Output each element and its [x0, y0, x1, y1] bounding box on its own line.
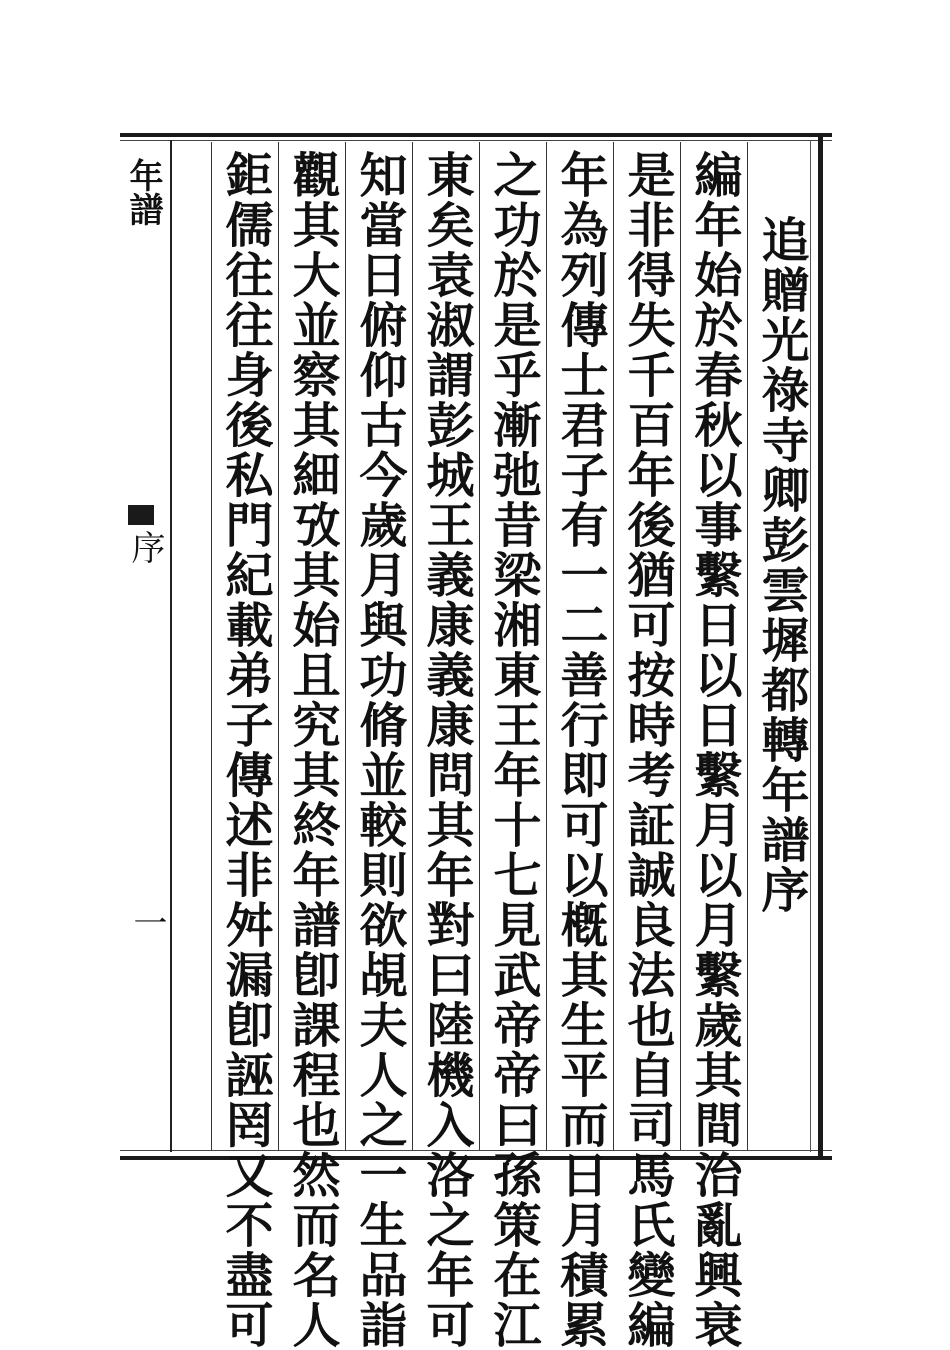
fish-tail-mark	[128, 505, 154, 525]
fold-page-number: 一	[127, 905, 167, 939]
text-column-3	[551, 150, 609, 1350]
frame-top-inner-rule	[120, 140, 832, 141]
column-divider	[345, 142, 346, 1150]
fold-margin	[118, 150, 168, 1145]
text-line: 東矣袁淑謂彭城王義康義康問其年對曰陸機入洛之年可	[418, 150, 474, 1350]
fold-rule	[170, 140, 172, 1152]
text-line: 年為列傳士君子有一二善行即可以槪其生平而日月積累	[552, 150, 608, 1350]
column-divider	[546, 142, 547, 1150]
column-divider	[680, 142, 681, 1150]
column-divider	[278, 142, 279, 1150]
frame-right-inner-rule	[810, 140, 811, 1152]
text-column-2	[618, 150, 676, 1350]
title-column	[752, 215, 810, 1210]
fold-book-title: 年譜	[123, 158, 163, 226]
column-divider	[613, 142, 614, 1150]
text-line: 知當日俯仰古今歲月與功脩並較則欲覘夫人之一生品詣	[351, 150, 407, 1350]
frame-top-rule	[120, 133, 832, 137]
text-line: 編年始於春秋以事繫日以日繫月以月繫歲其間治亂興衰	[686, 150, 742, 1350]
text-column-1	[685, 150, 743, 1350]
column-divider	[211, 142, 212, 1150]
column-divider	[412, 142, 413, 1150]
text-column-4	[484, 150, 542, 1350]
column-divider	[479, 142, 480, 1150]
document-title: 追贈光祿寺卿彭雲墀都轉年譜序	[753, 215, 809, 915]
text-column-8	[216, 150, 274, 1350]
text-line: 觀其大並察其細攷其始且究其終年譜卽課程也然而名人	[284, 150, 340, 1350]
text-line: 鉅儒往往身後私門紀載弟子傳述非舛漏卽誣罔又不盡可	[217, 150, 273, 1350]
text-line: 之功於是乎漸弛昔梁湘東王年十七見武帝帝曰孫策在江	[485, 150, 541, 1350]
text-column-5	[417, 150, 475, 1350]
text-column-6	[350, 150, 408, 1350]
fold-section-label: 序	[125, 530, 165, 564]
text-column-7	[283, 150, 341, 1350]
text-line: 是非得失千百年後猶可按時考証誠良法也自司馬氏變編	[619, 150, 675, 1350]
frame-right-rule	[818, 133, 823, 1160]
column-divider	[747, 142, 748, 1150]
